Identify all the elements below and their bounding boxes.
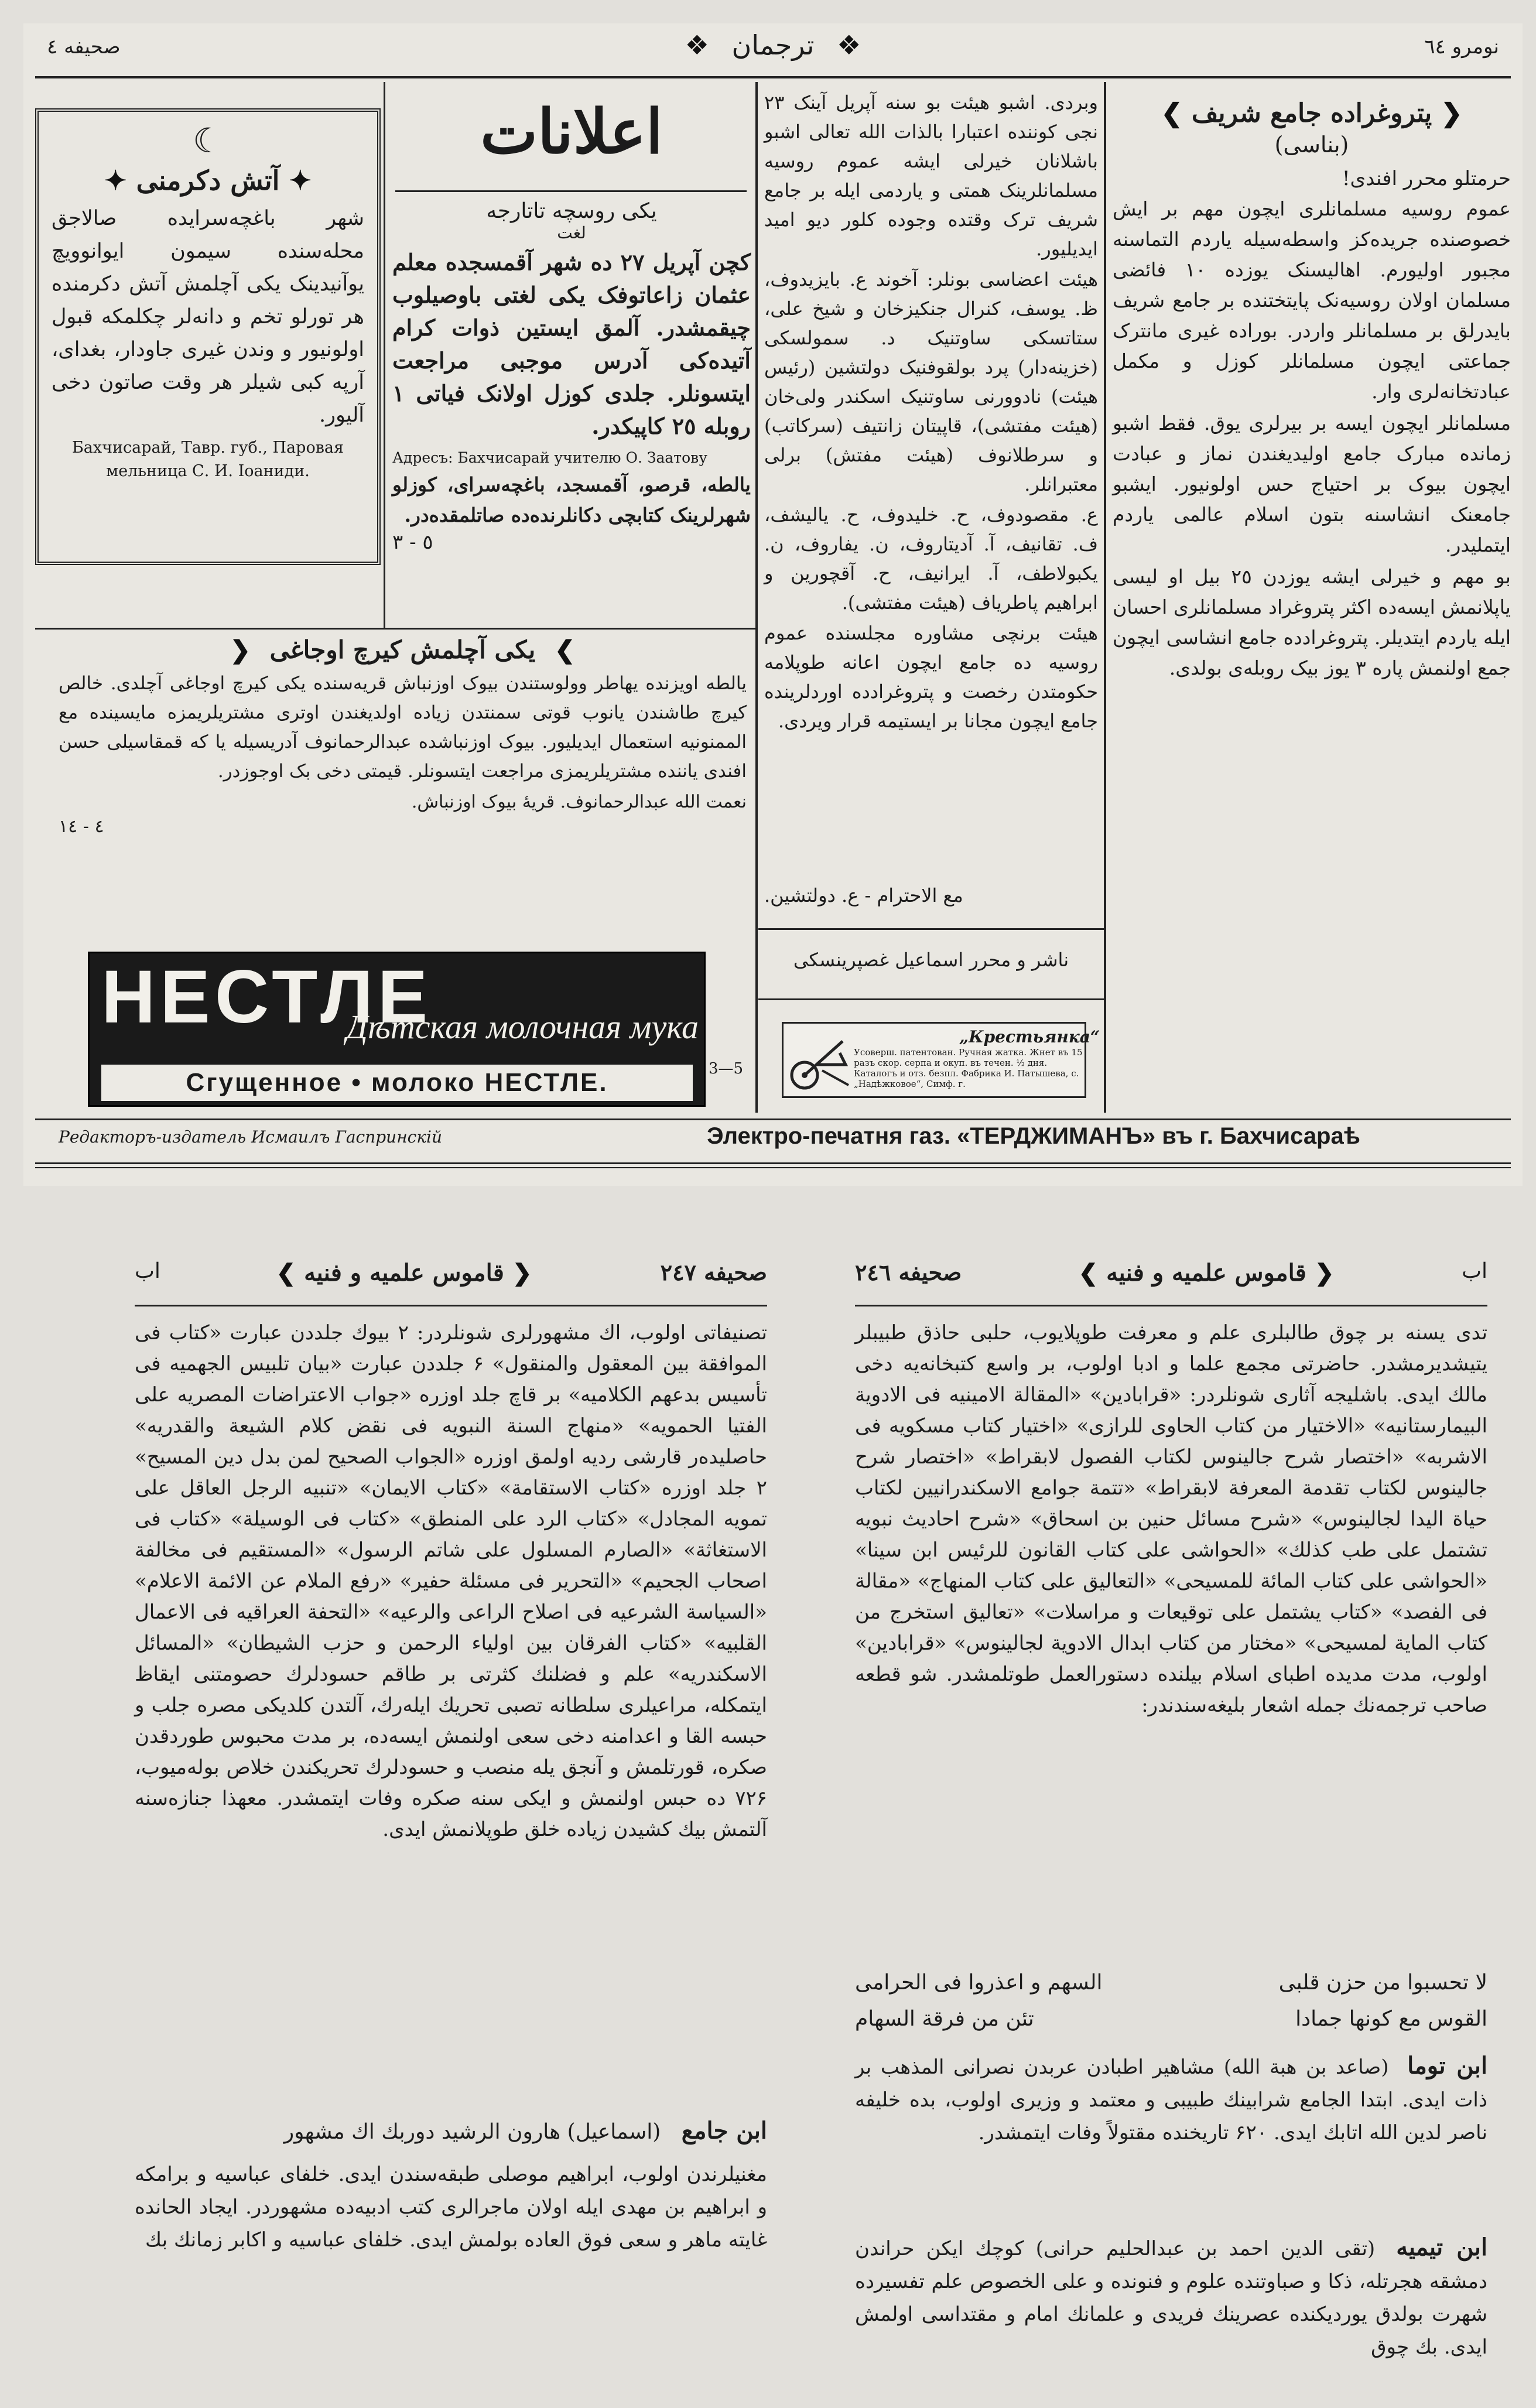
header-page-label: صحیفه ٢٤٧ bbox=[660, 1259, 767, 1285]
entry-text: (صاعد بن هبة الله) مشاهیر اطبادن عربدن نصرانی المذهب بر ذات ایدی. ابتدا الجامع شرابینك طبیبی و معتمد و وزیری اولوب، بده خلیفه ناصر لدین الله اتابك ایدی. ۶۲۰ تاریخنده مقتولاً وفات ایتمشدر. bbox=[855, 2055, 1487, 2144]
krestyanka-ad bbox=[782, 1022, 1100, 1098]
ornament-icon: ❯ bbox=[1078, 1259, 1099, 1287]
paragraph: مسلمانلر ایچون ایسه بر بیرلری یوق. فقط اشبو زمانده مبارک جامع اولیدیغندن نماز و عبادت ایچون بیوک بر احتیاج حس اولونیور. ایشبو جامعنک انشاسنه بتون اسلام عالمی یاردم ایتملیدر. bbox=[1113, 412, 1511, 556]
article-body bbox=[1113, 194, 1511, 683]
paragraph: هیئت برنچی مشاوره مجلسنده عموم روسیه ده جامع ایچون اعانه طوپلامه حکومتدن رخصت و پتروغرادده اوردلرینده جامع ایچون مجانا بر ایستیمه قرار ویردی. bbox=[764, 622, 1098, 732]
quarry-signature: نعمت الله عبدالرحمانوف. قریهٔ بیوک اوزنباش. bbox=[411, 792, 747, 812]
nestle-condensed: Сгущенное • молоко НЕСТЛЕ. bbox=[101, 1065, 693, 1101]
page-header bbox=[855, 1259, 1487, 1300]
paragraph: تدی یسنه بر چوق طالبلری علم و معرفت طوپلایوب، حلبی حاذق طبیبلر یتیشدیرمشدر. حاضرتی مجمع علما و ادبا اولوب، بر واسع کتبخانه‌یه دخی مالك ایدی. باشلیجه آثاری شونلردر: «قرابادین» «المقالة الامینیه فی الادویة البیمارستانیه» «الاختیار من کتاب الحاوی للرازی» «اختیار کتاب مسکویه فی الاشربه» «اختصار شرح جالینوس لکتاب الفصول لابقراط» «اختصار شرح جالینوس لکتاب تقدمة المعرفة لابقراط» «تتمة جوامع الاسکندرانیین لکتاب حیاة الیدا لجالینوس» «شرح مسائل حنین بن اسحاق» «شرح احادیث نبویه تشتمل علی طب کذلك» «الحواشی علی کتاب القانون للرئیس ابن سینا» «الحواشی علی کتاب المائة للمسیحی» «التعالیق علی کتاب المنهاج» «مقالة فی الفصد» «کتاب یشتمل علی توقیعات و مراسلات» «تعالیق استخرج من کتاب المایة لمسیحی» «مختار من کتاب ابدال الادویة لجالینوس» «قرابادین» اولوب، مدت مدیده اطبای اسلام بیلنده دستورالعمل طوتلمشدر. شو قطعه صاحب ترجمه‌نك جمله اشعار بلیغه‌سندندر: bbox=[855, 1321, 1487, 1717]
article-body bbox=[764, 88, 1098, 736]
paragraph: عموم روسیه مسلمانلری ایچون مهم بر ایش خصوصنده جریده‌کز واسطه‌سیله یاردم التماسنه مجبور اولیورم. اهالیسنک یوزده ١٠ فائضی مسلمان اولان روسیه‌نک پایتختنده بر جامع شریف بایدرلق بر مسلمانلر واردر. بوراده غیری مانترک جماعتی ایچون مسلمانلر کوزل و مکمل عبادتخانه‌لری وار. bbox=[1113, 197, 1511, 403]
footer-rule bbox=[35, 1119, 1511, 1120]
entry-subtitle: (اسماعیل) هارون الرشید دوربك اك مشهور bbox=[283, 2120, 661, 2144]
header-page-label: صحیفه ٢٤٦ bbox=[855, 1259, 962, 1285]
ornament-icon: ❖ bbox=[685, 29, 709, 61]
quarry-ad bbox=[59, 635, 747, 940]
paragraph: وبردی. اشبو هیئت بو سنه آپریل آینک ٢٣ نجی کوننده اعتبارا بالذات الله تعالی اشبو باشلانان خیرلی ایشه عموم روسیه مسلمانلرینک همتی و یاردمی ایله بر جامع شریف ترک وقتده وجوده کلور دیو امید ایدیلیور. bbox=[764, 91, 1098, 260]
publisher-line: ناشر و محرر اسماعیل غصپرینسکی bbox=[793, 949, 1069, 971]
page-body bbox=[855, 1318, 1487, 1962]
header-title bbox=[228, 1259, 580, 1300]
page-number-label: صحیفه ٤ bbox=[47, 35, 121, 59]
book-spread bbox=[53, 1236, 1505, 2401]
quarry-ad-body: یالطه اویزنده یهاطر وولوستندن بیوک اوزنباش قریه‌سنده یکی کیرچ اوجاغی آچلدی. خالص کیرچ طاشندن یانوب قوتی سمنتدن زیاده اولدیغندن اوتری مشتریلریمزه مایسینده مع الممنونیه استعمال ایدیلیور. بیوک اوزنباشده عبدالرحمانوف آدریسیله یا که قمقاسیلی حسن افندی یاننده مشتریلریمزی مراجعت ایتسونلر. قیمتی دخی بک اوجوزدر. bbox=[59, 673, 747, 782]
header-title-text: قاموس علمیه و فنیه bbox=[304, 1259, 504, 1287]
entry-heading: ابن جامع bbox=[681, 2117, 767, 2144]
paragraph: هیئت اعضاسی بونلر: آخوند ع. بایزیدوف، ظ. یوسف، کنرال جنکیزخان و شیخ علی، ستاتسکی ساوتنیک د. سمولسکی (خزینه‌دار) پرد بولقوفنیک دولتشین (رئیس هیئت) نادوورنی ساوتنیک اسکندر ولی‌خان (هیئت مفتشی)، قاپیتان زانتیف (سرکاتب) و سرطلانوف (هیئت مفتش) برلی معتبرانلر. bbox=[764, 268, 1098, 495]
section-rule bbox=[35, 628, 757, 630]
header-title bbox=[1031, 1259, 1382, 1300]
left-book-page bbox=[135, 1236, 767, 2401]
issue-number-label: نومرو ٦٤ bbox=[1424, 35, 1499, 59]
ornament-icon: ❮ bbox=[1314, 1259, 1335, 1287]
ad-number: ٥ - ٣ bbox=[392, 531, 433, 554]
ilanat-heading: اعلانات bbox=[480, 95, 663, 167]
article-title bbox=[1113, 98, 1511, 128]
stores-line: یالطه، قرصو، آقمسجد، باغچه‌سرای، کوزلو شهرلرینک کتابچی دکانلرنده‌ده صاتلمقده‌در. bbox=[392, 473, 751, 526]
committee-article bbox=[764, 88, 1098, 955]
dictionary-title: یکی روسچه تاتارجه bbox=[486, 199, 657, 223]
editor-line: Редакторъ-издатель Исмаилъ Гаспринскій bbox=[59, 1127, 443, 1147]
header-corner: اب bbox=[135, 1259, 160, 1283]
mill-title-text: آتش دکرمنی bbox=[136, 165, 280, 196]
heading-rule bbox=[395, 190, 747, 192]
ornament-icon: ❯ bbox=[276, 1259, 296, 1287]
paragraph: بو مهم و خیرلی ایشه یوزدن ٢٥ بیل او لیسی یاپلانمش ایسه‌ده اکثر پتروغراد مسلمانلری احسان ایله یاردم ایتدیلر. پتروغرادده جامع انشاسی ایچون جمع اولنمش پاره ٣ یوز بیک روبله‌ی بولدی. bbox=[1113, 565, 1511, 679]
crescent-icon: ☾ bbox=[193, 121, 223, 160]
address-line: Адресъ: Бахчисарай учителю О. Заатову bbox=[392, 449, 707, 466]
ornament-icon: ❯ bbox=[1161, 98, 1183, 128]
paragraph: تصنیفاتی اولوب، اك مشهورلری شونلردر: ۲ بیوك جلددن عبارت «کتاب فی الموافقة بین المعقول والمنقول» ۶ جلددن عبارت «بیان تلبیس الجهمیه فی تأسیس بدعهم الکلامیه» بر قاچ جلد اوزره «جواب الاعتراضات المصریه علی الفتیا الحمویه» «منهاج السنة النبویه فی نقض کلام الشیعة والقدریه» حاصلیده‌ر قارشی ردیه اولمق اوزره «الجواب الصحیح لمن بدل دین المسیح» ۲ جلد اوزره «کتاب الاستقامة» «کتاب الایمان» «تنبیه الرجل العاقل علی تمویه المجادل» «کتاب الرد علی المنطق» «کتاب فی الوسیلة» «کتاب فی الاستغاثة» «الصارم المسلول علی شاتم الرسول» «المستقیم فی مخالفة اصحاب الجحیم» «التحریر فی مسئلة حفیر» «رفع الملام عن الائمة الاعلام» «السیاسة الشرعیه فی اصلاح الراعی والرعیه» «التحفة العراقیه فی الاعمال القلبیه» «کتاب الفرقان بین اولیاء الرحمن و حزب الشیطان» «المسائل الاسکندریه» علم و فضلنك کثرتی بر طاقم حسودلرك حصومتنی ایقاظ ایتمکله، مراعیلری سلطانه تصبی تحریك ایله‌رك، آلتدن کلدیکی مصره جلب و حبسه القا و اعدامنه دخی سعی اولنمش ایسه‌ده، بر مدت محبوس طوردقدن صکره، قورتلمش و آنجق یله منصب و حسودلرك تحریکندن خلاص بوله‌میوب، ۷۲۶ ده حبس اولنمش و ایکی سنه صکره وفات ایتمشدر. معهذا جنازه‌سنه آلتمش بیك کشیدن زیاده خلق طوپلانمش ایدی. bbox=[135, 1321, 768, 1841]
header-rule bbox=[35, 76, 1511, 78]
ilanat-section bbox=[392, 88, 751, 627]
dictionary-subtitle: لغت bbox=[557, 223, 586, 242]
ornament-icon: ❮ bbox=[512, 1259, 532, 1287]
ad-text: Усоверш. патентован. Ручная жатка. Жнет въ 15 разъ скор. серпа и окуп. въ течен. ½ дня. Каталогъ и отз. безпл. Фабрика И. Патышева, с. „Надѣжковое“, Симф. г. bbox=[854, 1047, 1083, 1089]
dictionary-ad-body: کچن آپریل ٢٧ ده شهر آقمسجده معلم عثمان زاعاتوفک یکی لغتی باوصیلوب چیقمشدر. آلمق ایستین ذوات کرام آتیده‌کی آدرس موجبی مراجعت ایتسونلر. جلدی کوزل اولانک فیاتی ١ روبله ٢٥ کاپیکدر. bbox=[392, 249, 751, 439]
verse-hemistich: القوس مع کونها جمادا bbox=[1295, 2007, 1487, 2031]
quarry-title-text: یکی آچلمش کیرچ اوجاغی bbox=[269, 635, 536, 664]
entry-heading: ابن توما bbox=[1407, 2052, 1487, 2079]
ad-number: 3—5 bbox=[709, 1060, 744, 1078]
section-rule bbox=[758, 998, 1104, 1000]
ornament-icon: ❮ bbox=[230, 635, 251, 664]
footer-rule bbox=[35, 1167, 1511, 1168]
entry-heading: ابن تیمیه bbox=[1396, 2233, 1488, 2261]
ornament-icon: ❯ bbox=[555, 635, 576, 664]
article-title-text: پتروغراده جامع شریف bbox=[1191, 98, 1432, 128]
ornament-icon: ❖ bbox=[837, 29, 861, 61]
mill-ad-body: شهر باغچه‌سرایده صالاجق محله‌سنده سیمون ایوانوویچ یوآنیدینک یکی آچلمش آتش دکرمنده هر تورلو تخم و دانه‌لر چکلمکه قبول اولونیور و وندن غیری جاودار، بغدای، آرپه کبی شیلر هر وقت صاتون دخی آلیور. bbox=[52, 207, 364, 427]
ornament-icon: ❮ bbox=[1441, 98, 1463, 128]
ornament-icon: ✦ bbox=[289, 165, 312, 196]
page-body bbox=[135, 1318, 767, 2114]
article-salutation: حرمتلو محرر افندی! bbox=[1342, 167, 1511, 190]
ad-brand: „Крестьянка“ bbox=[959, 1027, 1100, 1046]
header-title-text: قاموس علمیه و فنیه bbox=[1106, 1259, 1306, 1287]
verse-block bbox=[855, 1965, 1487, 2041]
column-rule bbox=[755, 82, 758, 1113]
page-header bbox=[135, 1259, 767, 1300]
entry-line bbox=[135, 2117, 767, 2152]
entry-ibn-taymiyya bbox=[855, 2231, 1487, 2398]
column-rule bbox=[1104, 82, 1106, 1113]
right-book-page bbox=[855, 1236, 1487, 2401]
mosque-article bbox=[1113, 88, 1511, 1107]
quarry-title bbox=[59, 635, 747, 664]
header-rule bbox=[855, 1305, 1487, 1306]
nestle-ad bbox=[88, 952, 706, 1107]
verse-hemistich: تئن من فرقة السهام bbox=[855, 2007, 1034, 2031]
ornament-icon: ✦ bbox=[104, 165, 127, 196]
reaper-icon bbox=[787, 1029, 851, 1093]
masthead-title bbox=[621, 29, 925, 76]
article-subtitle: (بناسی) bbox=[1274, 132, 1349, 158]
footer-rule bbox=[35, 1162, 1511, 1164]
newspaper-page bbox=[23, 23, 1523, 1186]
verse-hemistich: لا تحسبوا من حزن قلبی bbox=[1278, 1971, 1487, 1995]
article-closing: مع الاحترام - ع. دولتشین. bbox=[764, 884, 963, 907]
header-rule bbox=[135, 1305, 767, 1306]
nestle-product: Дѣтская молочная мука bbox=[346, 1008, 699, 1046]
mill-title bbox=[52, 165, 364, 196]
entry-ibn-tuma bbox=[855, 2050, 1487, 2225]
paper-name: ترجمان bbox=[731, 29, 815, 61]
section-rule bbox=[758, 928, 1104, 930]
nestle-brand: НЕСТЛЕ bbox=[101, 955, 433, 1039]
header-corner: اب bbox=[1462, 1259, 1487, 1283]
ad-number: ٤ - ١٤ bbox=[59, 816, 104, 837]
column-rule bbox=[384, 82, 385, 630]
entry-text: (تقی الدین احمد بن عبدالحلیم حرانی) کوچك ایکن حراندن دمشقه هجرتله، ذکا و صباوتنده علوم و فنونده و علی الخصوص علم تفسیرده شهرت بولدق یوردیکنده عصرینك فریدی و علمانك امام و مقتداسی اولمش ایدی. بك چوق bbox=[855, 2237, 1487, 2359]
entry-body: مغنیلرندن اولوب، ابراهیم موصلی طبقه‌سندن ایدی. خلفای عباسیه و برامکه و ابراهیم بن مهدی ایله اولان ماجرالری کتب ادبیه‌ده مشهوردر. ایجاد الحانده غایته ماهر و سعی فوق العاده بولمش ایدی. خلفای عباسیه و اکابر زمانك بك bbox=[135, 2163, 767, 2252]
press-line: Электро-печатня газ. «ТЕРДЖИМАНЪ» въ г. Бахчисараѣ bbox=[707, 1123, 1360, 1149]
mill-russian-address: Бахчисарай, Тавр. губ., Паровая мельница С. И. Іоаниди. bbox=[71, 439, 344, 480]
mill-ad bbox=[35, 108, 381, 565]
verse-hemistich: السهم و اعذروا فی الحرامی bbox=[855, 1971, 1103, 1995]
paragraph: ع. مقصودوف، ح. خلیدوف، ح. یالیشف، ف. تقانیف، آ. آدیتاروف، ن. یفاروف، ن. یکبولاطف، آ. ایرانیف، ح. آقچورین و ابراهیم پاطریاف (هیئت مفتشی). bbox=[764, 504, 1098, 614]
